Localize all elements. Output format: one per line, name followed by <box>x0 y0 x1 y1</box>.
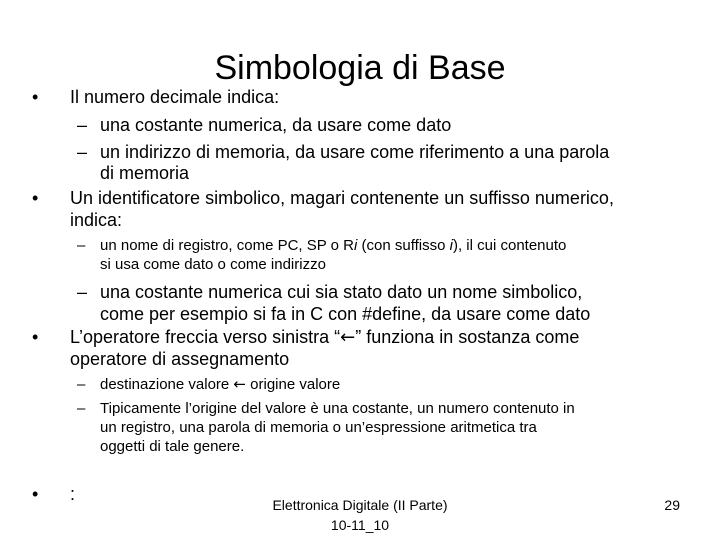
sub-bullet-item <box>77 375 341 394</box>
dash-marker: – <box>77 376 86 393</box>
sub-bullet-text-a: destinazione valore <box>100 376 234 393</box>
left-arrow-icon: ← <box>340 327 356 348</box>
bullet-item <box>32 483 76 505</box>
bullet-item <box>32 326 580 349</box>
bullet-text: : <box>70 484 76 504</box>
bullet-marker: • <box>32 87 39 107</box>
dash-marker: – <box>77 282 88 302</box>
sub-bullet-item <box>77 281 583 303</box>
sub-bullet-continuation: di memoria <box>100 163 190 183</box>
sub-bullet-item <box>77 141 610 163</box>
bullet-text: Il numero decimale indica: <box>70 87 280 107</box>
sub-bullet-text: Tipicamente l’origine del valore è una costante, un numero contenuto in <box>100 400 575 417</box>
sub-bullet-item <box>77 399 575 418</box>
bullet-item <box>32 187 614 209</box>
dash-marker: – <box>77 237 86 254</box>
sub-bullet-continuation: si usa come dato o come indirizzo <box>100 256 326 273</box>
bullet-item <box>32 86 280 108</box>
sub-bullet-continuation: un registro, una parola di memoria o un’espressione aritmetica tra <box>100 419 537 436</box>
bullet-marker: • <box>32 327 39 347</box>
italic-suffix: i <box>449 237 453 254</box>
sub-bullet-text-b: origine valore <box>246 376 341 393</box>
sub-bullet-text-a: un nome di registro, come PC, SP o R <box>100 237 355 254</box>
bullet-text-b: ” funziona in sostanza come <box>355 327 580 347</box>
footer-code: 10-11_10 <box>330 517 390 533</box>
dash-marker: – <box>77 115 88 135</box>
dash-marker: – <box>77 142 88 162</box>
page-number: 29 <box>664 497 680 513</box>
bullet-text: Un identificatore simbolico, magari contenente un suffisso numerico, <box>70 188 614 208</box>
bullet-continuation: indica: <box>70 210 123 230</box>
sub-bullet-text-b: (con suffisso <box>357 237 450 254</box>
sub-bullet-text: una costante numerica, da usare come dato <box>100 115 452 135</box>
sub-bullet-text-c: ), il cui contenuto <box>452 237 567 254</box>
footer-course: Elettronica Digitale (II Parte) <box>272 497 448 513</box>
italic-suffix: i <box>354 237 358 254</box>
sub-bullet-item <box>77 114 452 136</box>
sub-bullet-text: una costante numerica cui sia stato dato un nome simbolico, <box>100 282 583 302</box>
bullet-text-a: L’operatore freccia verso sinistra “ <box>70 327 341 347</box>
slide-title: Simbologia di Base <box>214 49 506 87</box>
bullet-marker: • <box>32 188 39 208</box>
sub-bullet-continuation: come per esempio si fa in C con #define, da usare come dato <box>100 304 591 324</box>
sub-bullet-item <box>77 236 567 255</box>
bullet-marker: • <box>32 484 39 504</box>
sub-bullet-text: un indirizzo di memoria, da usare come riferimento a una parola <box>100 142 610 162</box>
dash-marker: – <box>77 400 86 417</box>
footer <box>250 495 470 535</box>
bullet-continuation: operatore di assegnamento <box>70 349 290 369</box>
sub-bullet-continuation: oggetti di tale genere. <box>100 438 245 455</box>
left-arrow-icon: ← <box>233 375 246 393</box>
